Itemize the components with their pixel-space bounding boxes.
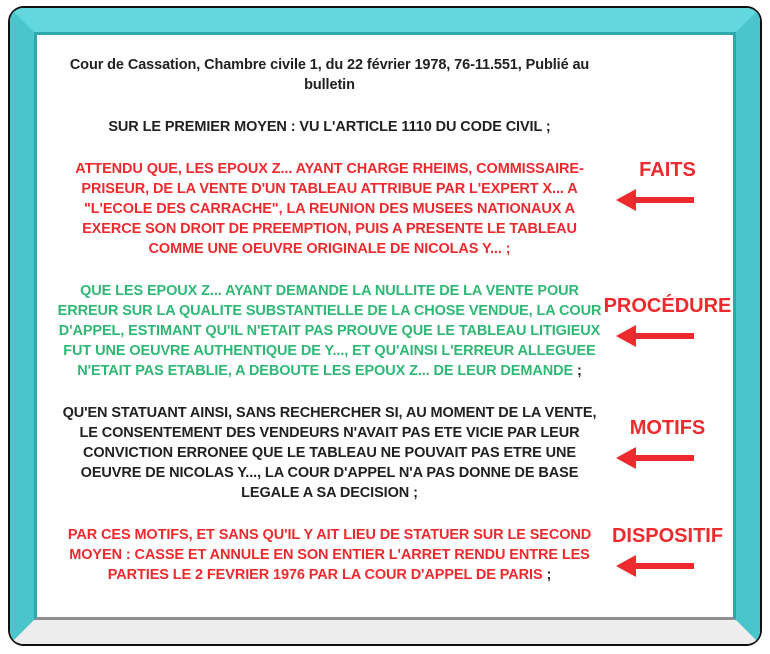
section-dispositif [57,525,733,585]
faits-paragraph [57,159,602,259]
title-row [57,55,733,95]
frame-inner-bevel [34,32,736,620]
motifs-annotation [602,403,733,503]
procedure-label: PROCÉDURE [603,295,732,317]
left-arrow-icon [636,197,694,203]
chapeau-row [57,117,733,137]
dispositif-suffix: ; [542,567,552,583]
procedure-suffix: ; [573,363,582,379]
document-title: Cour de Cassation, Chambre civile 1, du 22 février 1978, 76-11.551, Publié au bulletin [69,57,590,93]
left-arrow-icon [636,455,694,461]
dispositif-annotation [602,525,733,585]
chapeau-text: SUR LE PREMIER MOYEN : VU L'ARTICLE 1110 DU CODE CIVIL ; [108,119,551,135]
decorative-teal-frame [8,6,762,646]
section-procedure [57,281,733,381]
motifs-paragraph [57,403,602,503]
dispositif-paragraph [57,525,602,585]
motifs-text: QU'EN STATUANT AINSI, SANS RECHERCHER SI, AU MOMENT DE LA VENTE, LE CONSENTEMENT DES VENDEURS N'AVAIT PAS ETE VICIE PAR LEUR CONVICTION ERRONEE QUE LE TABLEAU NE POUVAIT PAS ETRE UNE OEUVRE DE NICOLAS Y..., LA COUR D'APPEL N'A PAS DONNE DE BASE LEGALE A SA DECISION ; [62,405,597,501]
dispositif-text: PAR CES MOTIFS, ET SANS QU'IL Y AIT LIEU DE STATUER SUR LE SECOND MOYEN : CASSE ET ANNULE EN SON ENTIER L'ARRET RENDU ENTRE LES PARTIES LE 2 FEVRIER 1976 PAR LA COUR D'APPEL DE PARIS [67,527,592,583]
procedure-text: QUE LES EPOUX Z... AYANT DEMANDE LA NULLITE DE LA VENTE POUR ERREUR SUR LA QUALITE SUBSTANTIELLE DE LA CHOSE VENDUE, LA COUR D'APPEL, ESTIMANT QU'IL N'ETAIT PAS PROUVE QUE LE TABLEAU LITIGIEUX FUT UNE OEUVRE AUTHENTIQUE DE Y..., ET QU'AINSI L'ERREUR ALLEGUEE N'ETAIT PAS ETABLIE, A DEBOUTE LES EPOUX Z... DE LEUR DEMANDE [57,283,602,379]
procedure-paragraph [57,281,602,381]
frame-band [10,8,760,644]
procedure-annotation [602,281,733,381]
left-arrow-icon [636,333,694,339]
dispositif-label: DISPOSITIF [611,525,724,547]
section-faits [57,159,733,259]
faits-text: ATTENDU QUE, LES EPOUX Z... AYANT CHARGE RHEIMS, COMMISSAIRE-PRISEUR, DE LA VENTE D'UN TABLEAU ATTRIBUE PAR L'EXPERT X... A "L'ECOLE DES CARRACHE", LA REUNION DES MUSEES NATIONAUX A EXERCE SON DROIT DE PREEMPTION, PUIS A PRESENTE LE TABLEAU COMME UNE OEUVRE ORIGINALE DE NICOLAS Y... ; [75,161,584,257]
left-arrow-icon [636,563,694,569]
motifs-label: MOTIFS [629,417,706,439]
faits-label: FAITS [639,159,696,181]
document-content [37,35,733,617]
section-motifs [57,403,733,503]
faits-annotation [602,159,733,259]
